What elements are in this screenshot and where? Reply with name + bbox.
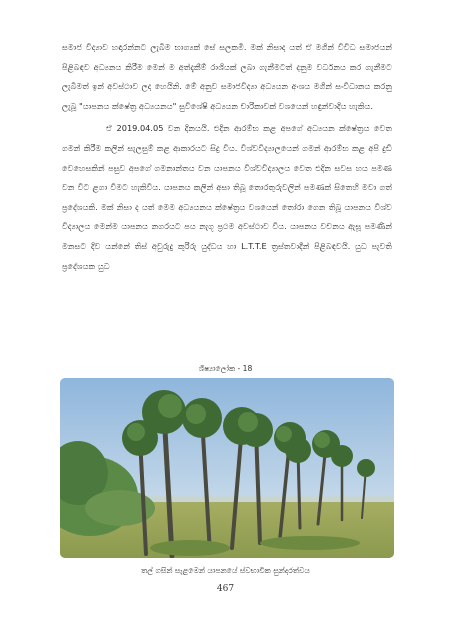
figure-caption: තල් ගසින් සැළමෙන් යාපනයේ ස්වභාවික සුන්දරත්වය	[141, 566, 310, 575]
figure-label: ශිෂ්‍යාලෝක - 18	[198, 364, 253, 373]
body-text	[62, 38, 392, 276]
palm-trees-photo	[60, 378, 394, 558]
paragraph-2: ඒ 2019.04.05 වන දිනයයි. එදින ආරම්භ කළ අපගේ අධ්‍යයන ක්ෂේත්‍රය වෙත ගමන් කිරීම කලින් සැලසුම් කළ ආකාරයට සිදු විය. විශ්වවිද්‍යාලයෙන් ගමන් ආරම්භ කළ අපි දුඩි වෙහෙසකින් පසුව අපගේ ගමනාන්තය වන යාපනය විශ්වවිද්‍යාලය වෙත එදින සවස හය පමණ වන විට ළගා වීමට හැකිවිය. යාපනය කලින් අසා තිබූ තොරතුරුවලින් පමණක් සිතෙහි මවා ගත් ප්‍රදේශයකි. මක් නිසා ද යත් මෙම අධ්‍යයනය ක්ෂේත්‍රය වශයෙන් තෝරා ගෙන තිබූ යාපනය විශ්ව විද්‍යාලය මෙන්ම යාපනය නගරයට පය නැගූ ප්‍රථම අවස්ථාව විය. යාපනය වචනය ඇසූ පමණින් මනසට දිව යන්නේ තිස් අවුරුදු කුරිරු යුද්ධය හා L.T.T.E ත්‍රස්තවාදීන් පිළිබඳවයි. යුධ පැවති ප්‍රදේශයක යුධ	[62, 123, 392, 271]
page-number: 467	[216, 584, 235, 594]
paragraph-1: සමාජ විද්‍යාව හඳාරන්නට ලැබීම භාග්‍යක් සේ සලකමි. මක් නිසාද යත් ඒ මගින් විවිධ සමාජයන් පිළිබඳව අධ්‍යනය කිරීම මෙන් ම අත්දැකීම් රාශියක් ලබා ගැනීමටත් දනුම වර්ධනය කර ගැනීමට ලැබීමත් ඉන් අවස්ථාව ලද හෙයිනි. මේ අනුව සමාජවිද්‍යා අධ්‍යයන අංශය මගින් සංවිධානය කරනු ලැබූ "යාපනය ක්ෂේත්‍ර අධ්‍යයනය" සුවිශේෂි අධ්‍යයන චාරිකාවක් වශයෙන් හඳුන්වාදිය හැකිය.	[62, 42, 392, 111]
